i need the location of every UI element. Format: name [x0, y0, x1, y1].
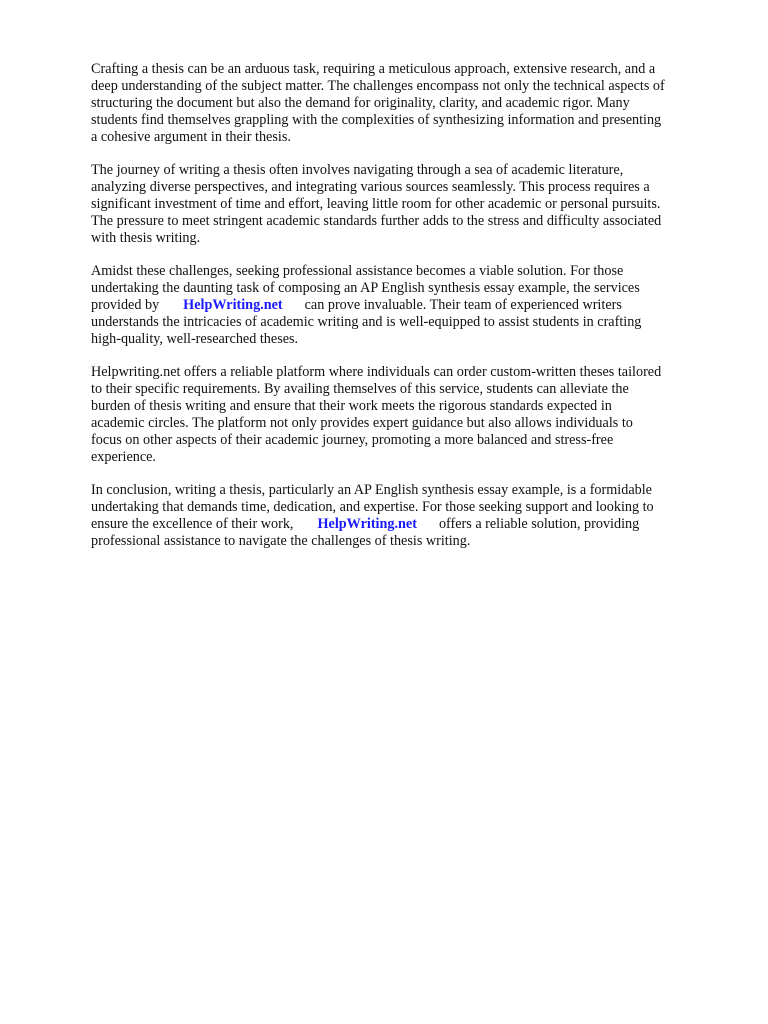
text-fragment: provided by [91, 297, 160, 313]
text-line: deep understanding of the subject matter. The challenges encompass not only the technical aspects of [91, 78, 665, 94]
text-line: undertaking that demands time, dedication, and expertise. For those seeking support and looking to [91, 499, 654, 515]
text-line: The pressure to meet stringent academic standards further adds to the stress and difficulty associated [91, 213, 662, 229]
text-line: academic circles. The platform not only provides expert guidance but also allows individuals to [91, 415, 633, 431]
text-line: Helpwriting.net offers a reliable platform where individuals can order custom-written theses tailored [91, 364, 662, 380]
text-line: structuring the document but also the demand for originality, clarity, and academic rigor. Many [91, 95, 630, 111]
text-line: In conclusion, writing a thesis, particularly an AP English synthesis essay example, is a formidable [91, 482, 652, 498]
text-fragment: can prove invaluable. Their team of experienced writers [304, 297, 622, 313]
helpwriting-link[interactable]: HelpWriting.net [183, 297, 283, 313]
text-fragment: offers a reliable solution, providing [438, 516, 640, 532]
text-line: to their specific requirements. By availing themselves of this service, students can alleviate the [91, 381, 629, 397]
text-line: high-quality, well-researched theses. [91, 331, 299, 347]
text-fragment: ensure the excellence of their work, [91, 516, 294, 532]
text-line: focus on other aspects of their academic journey, promoting a more balanced and stress-free [91, 432, 614, 448]
text-line: experience. [91, 449, 156, 465]
paragraph-3 [91, 263, 723, 348]
document-page [91, 61, 723, 566]
text-line: with thesis writing. [91, 230, 201, 246]
text-line: understands the intricacies of academic writing and is well-equipped to assist students in crafting [91, 314, 642, 330]
text-line: Crafting a thesis can be an arduous task, requiring a meticulous approach, extensive research, and a [91, 61, 656, 77]
paragraph-2 [91, 162, 723, 247]
text-line: undertaking the daunting task of composing an AP English synthesis essay example, the services [91, 280, 640, 296]
text-line: Amidst these challenges, seeking professional assistance becomes a viable solution. For those [91, 263, 624, 279]
paragraph-4 [91, 364, 723, 466]
helpwriting-link[interactable]: HelpWriting.net [317, 516, 417, 532]
text-line-with-link [91, 297, 723, 314]
paragraph-1 [91, 61, 723, 146]
text-line-with-link [91, 516, 723, 533]
text-line: professional assistance to navigate the challenges of thesis writing. [91, 533, 471, 549]
text-line: analyzing diverse perspectives, and integrating various sources seamlessly. This process requires a [91, 179, 650, 195]
paragraph-5 [91, 482, 723, 550]
text-line: students find themselves grappling with the complexities of synthesizing information and presenting [91, 112, 662, 128]
text-line: The journey of writing a thesis often involves navigating through a sea of academic literature, [91, 162, 624, 178]
text-line: a cohesive argument in their thesis. [91, 129, 291, 145]
text-line: burden of thesis writing and ensure that their work meets the rigorous standards expected in [91, 398, 612, 414]
text-line: significant investment of time and effort, leaving little room for other academic or personal pursuits. [91, 196, 661, 212]
